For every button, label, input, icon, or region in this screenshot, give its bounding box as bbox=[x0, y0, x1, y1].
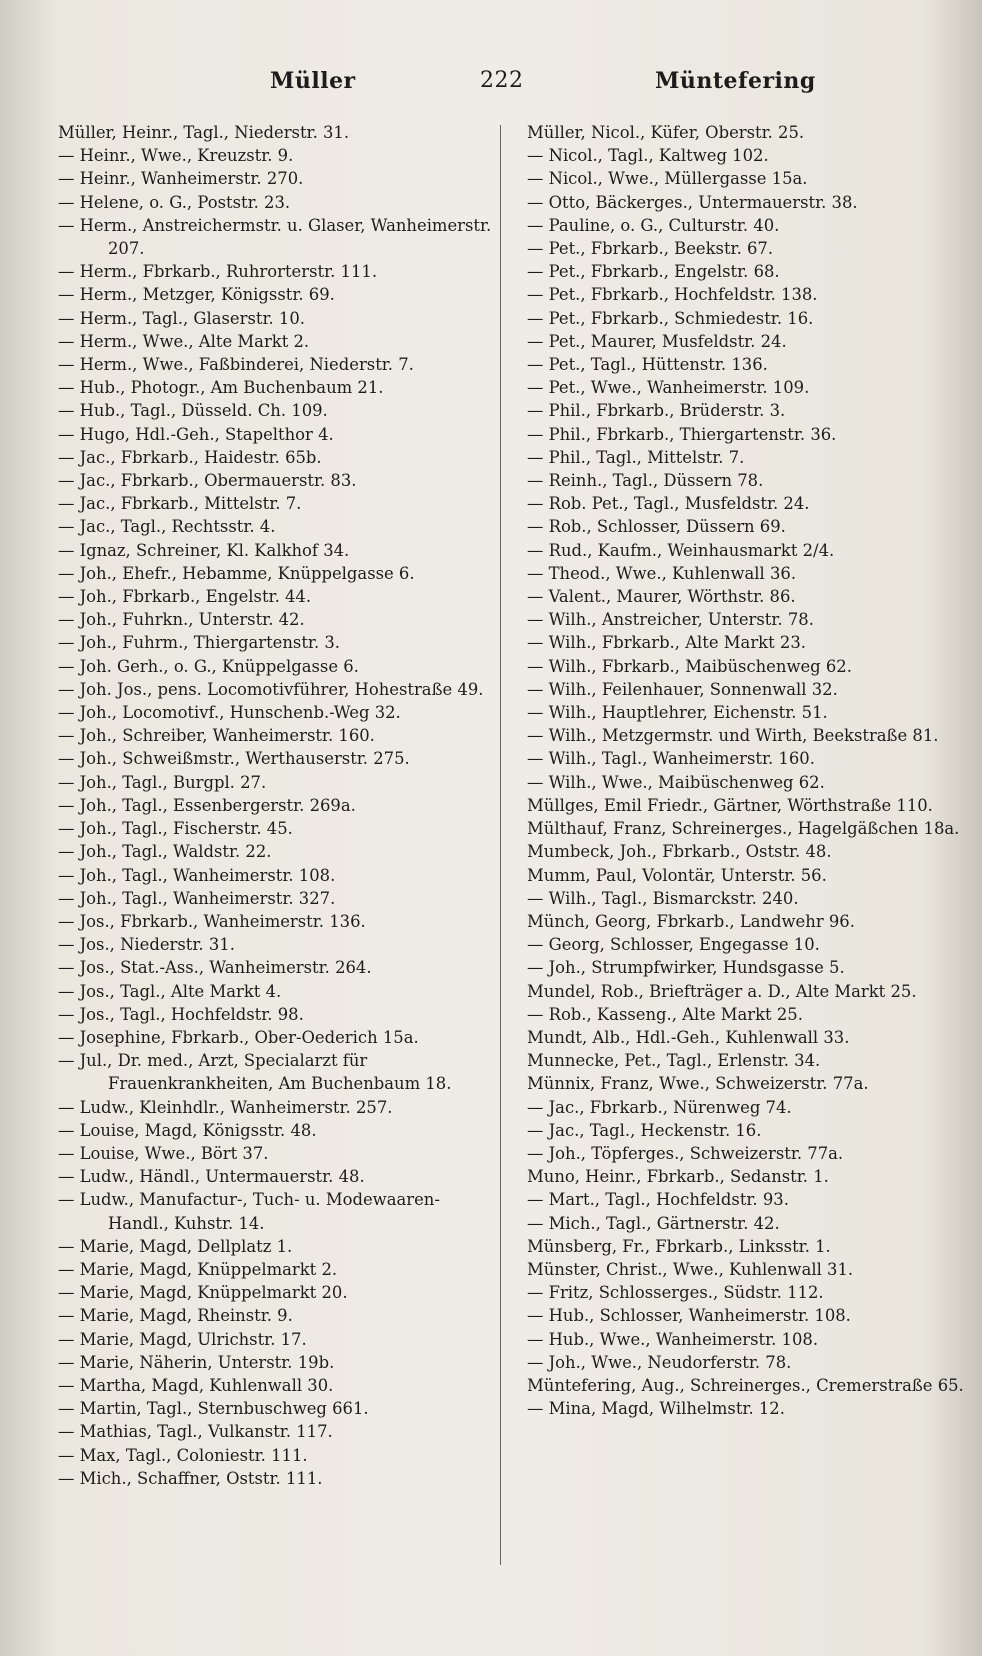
directory-entry: — Wilh., Hauptlehrer, Eichenstr. 51. bbox=[527, 703, 828, 723]
directory-entry: — Herm., Fbrkarb., Ruhrorterstr. 111. bbox=[58, 262, 378, 282]
directory-entry: — Martha, Magd, Kuhlenwall 30. bbox=[58, 1375, 334, 1395]
directory-entry: — Joh., Locomotivf., Hunschenb.-Weg 32. bbox=[58, 703, 401, 723]
directory-entry: — Pet., Fbrkarb., Engelstr. 68. bbox=[527, 262, 780, 282]
directory-entry: — Rob., Schlosser, Düssern 69. bbox=[527, 517, 786, 537]
directory-entry: — Rud., Kaufm., Weinhausmarkt 2/4. bbox=[527, 540, 835, 560]
directory-entry: — Marie, Magd, Rheinstr. 9. bbox=[58, 1306, 293, 1326]
left-column bbox=[58, 121, 496, 1490]
running-head-right: Müntefering bbox=[655, 68, 816, 94]
directory-entry: — Helene, o. G., Poststr. 23. bbox=[58, 192, 291, 212]
directory-entry: — Heinr., Wwe., Kreuzstr. 9. bbox=[58, 146, 294, 166]
directory-entry: — Herm., Tagl., Glaserstr. 10. bbox=[58, 308, 305, 328]
directory-entry: — Joh., Ehefr., Hebamme, Knüppelgasse 6. bbox=[58, 563, 415, 583]
directory-entry: — Pet., Fbrkarb., Beekstr. 67. bbox=[527, 239, 774, 259]
directory-entry: — Jac., Tagl., Heckenstr. 16. bbox=[527, 1120, 762, 1140]
directory-entry: — Louise, Magd, Königsstr. 48. bbox=[58, 1120, 317, 1140]
directory-entry: — Reinh., Tagl., Düssern 78. bbox=[527, 471, 764, 491]
directory-entry: Muno, Heinr., Fbrkarb., Sedanstr. 1. bbox=[527, 1167, 829, 1187]
directory-entry: — Joh., Töpferges., Schweizerstr. 77a. bbox=[527, 1143, 844, 1163]
directory-entry: — Josephine, Fbrkarb., Ober-Oederich 15a. bbox=[58, 1027, 419, 1047]
directory-entry: — Phil., Fbrkarb., Brüderstr. 3. bbox=[527, 401, 786, 421]
directory-entry: — Joh., Tagl., Wanheimerstr. 108. bbox=[58, 865, 336, 885]
directory-entry: — Mathias, Tagl., Vulkanstr. 117. bbox=[58, 1422, 333, 1442]
directory-entry: — Joh., Schweißmstr., Werthauserstr. 275. bbox=[58, 749, 410, 769]
page-number: 222 bbox=[480, 68, 524, 93]
directory-entry: — Herm., Anstreichermstr. u. Glaser, Wanheimerstr. 207. bbox=[58, 215, 492, 259]
directory-entry: Müntefering, Aug., Schreinerges., Cremerstraße 65. bbox=[527, 1375, 964, 1395]
directory-entry: — Jac., Fbrkarb., Obermauerstr. 83. bbox=[58, 471, 357, 491]
directory-entry: — Rob. Pet., Tagl., Musfeldstr. 24. bbox=[527, 494, 810, 514]
directory-entry: Müller, Nicol., Küfer, Oberstr. 25. bbox=[527, 123, 805, 142]
directory-entry: — Marie, Näherin, Unterstr. 19b. bbox=[58, 1352, 335, 1372]
directory-entry: — Wilh., Fbrkarb., Alte Markt 23. bbox=[527, 633, 806, 653]
directory-entry: — Marie, Magd, Ulrichstr. 17. bbox=[58, 1329, 307, 1349]
directory-entry: — Martin, Tagl., Sternbuschweg 661. bbox=[58, 1399, 369, 1419]
directory-entry: — Pet., Maurer, Musfeldstr. 24. bbox=[527, 331, 787, 351]
directory-entry: — Valent., Maurer, Wörthstr. 86. bbox=[527, 587, 796, 607]
directory-entry: — Joh., Tagl., Burgpl. 27. bbox=[58, 772, 267, 792]
directory-entry: — Herm., Metzger, Königsstr. 69. bbox=[58, 285, 335, 305]
directory-entry: Mumbeck, Joh., Fbrkarb., Oststr. 48. bbox=[527, 842, 832, 862]
directory-entry: — Ignaz, Schreiner, Kl. Kalkhof 34. bbox=[58, 540, 350, 560]
directory-entry: — Jul., Dr. med., Arzt, Specialarzt für Frauenkrankheiten, Am Buchenbaum 18. bbox=[58, 1051, 452, 1094]
directory-entry: Munnecke, Pet., Tagl., Erlenstr. 34. bbox=[527, 1051, 821, 1071]
directory-entry: — Joh., Tagl., Wanheimerstr. 327. bbox=[58, 888, 336, 908]
directory-entry: — Joh., Tagl., Essenbergerstr. 269a. bbox=[58, 795, 356, 815]
directory-entry: — Georg, Schlosser, Engegasse 10. bbox=[527, 935, 820, 955]
directory-entry: — Theod., Wwe., Kuhlenwall 36. bbox=[527, 563, 797, 583]
directory-entry: — Marie, Magd, Dellplatz 1. bbox=[58, 1236, 293, 1256]
directory-entry: — Joh., Fuhrkn., Unterstr. 42. bbox=[58, 610, 305, 630]
directory-entry: — Louise, Wwe., Bört 37. bbox=[58, 1143, 269, 1163]
directory-entry: — Jac., Fbrkarb., Nürenweg 74. bbox=[527, 1097, 792, 1117]
directory-entry: — Joh., Fuhrm., Thiergartenstr. 3. bbox=[58, 633, 341, 653]
directory-entry: — Jac., Fbrkarb., Mittelstr. 7. bbox=[58, 494, 302, 514]
directory-entry: — Mich., Tagl., Gärtnerstr. 42. bbox=[527, 1213, 780, 1233]
directory-entry: — Wilh., Anstreicher, Unterstr. 78. bbox=[527, 610, 814, 630]
directory-entry: — Pet., Tagl., Hüttenstr. 136. bbox=[527, 355, 768, 375]
directory-entry: — Hub., Wwe., Wanheimerstr. 108. bbox=[527, 1329, 819, 1349]
directory-entry: — Joh., Schreiber, Wanheimerstr. 160. bbox=[58, 726, 375, 746]
directory-entry: — Phil., Tagl., Mittelstr. 7. bbox=[527, 447, 745, 467]
directory-entry: Mundel, Rob., Briefträger a. D., Alte Markt 25. bbox=[527, 981, 917, 1001]
directory-entry: — Pet., Wwe., Wanheimerstr. 109. bbox=[527, 378, 810, 398]
directory-entry: Müller, Heinr., Tagl., Niederstr. 31. bbox=[58, 123, 350, 142]
directory-entry: — Herm., Wwe., Alte Markt 2. bbox=[58, 331, 310, 351]
directory-entry: — Ludw., Manufactur-, Tuch- u. Modewaaren-Handl., Kuhstr. 14. bbox=[58, 1190, 440, 1233]
directory-entry: — Jac., Fbrkarb., Haidestr. 65b. bbox=[58, 447, 322, 467]
directory-entry: — Wilh., Wwe., Maibüschenweg 62. bbox=[527, 772, 825, 792]
directory-entry: — Max, Tagl., Coloniestr. 111. bbox=[58, 1445, 308, 1465]
directory-entry: — Wilh., Tagl., Wanheimerstr. 160. bbox=[527, 749, 815, 769]
directory-entry: — Fritz, Schlosserges., Südstr. 112. bbox=[527, 1283, 824, 1303]
directory-entry: — Joh., Fbrkarb., Engelstr. 44. bbox=[58, 587, 312, 607]
directory-entry: — Hub., Schlosser, Wanheimerstr. 108. bbox=[527, 1306, 851, 1326]
directory-entry: — Heinr., Wanheimerstr. 270. bbox=[58, 169, 304, 189]
directory-entry: — Mart., Tagl., Hochfeldstr. 93. bbox=[527, 1190, 789, 1210]
directory-entry: — Wilh., Fbrkarb., Maibüschenweg 62. bbox=[527, 656, 852, 676]
directory-entry: — Wilh., Feilenhauer, Sonnenwall 32. bbox=[527, 679, 838, 699]
directory-entry: — Otto, Bäckerges., Untermauerstr. 38. bbox=[527, 192, 858, 212]
directory-entry: Münnix, Franz, Wwe., Schweizerstr. 77a. bbox=[527, 1074, 869, 1094]
directory-entry: — Nicol., Tagl., Kaltweg 102. bbox=[527, 146, 769, 166]
directory-entry: — Marie, Magd, Knüppelmarkt 20. bbox=[58, 1283, 348, 1303]
directory-entry: — Jac., Tagl., Rechtsstr. 4. bbox=[58, 517, 276, 537]
directory-entry: — Rob., Kasseng., Alte Markt 25. bbox=[527, 1004, 803, 1024]
directory-entry: Münsberg, Fr., Fbrkarb., Linksstr. 1. bbox=[527, 1236, 831, 1256]
directory-entry: — Pet., Fbrkarb., Hochfeldstr. 138. bbox=[527, 285, 818, 305]
directory-entry: Mundt, Alb., Hdl.-Geh., Kuhlenwall 33. bbox=[527, 1027, 850, 1047]
directory-entry: — Jos., Niederstr. 31. bbox=[58, 935, 235, 955]
directory-entry: — Joh., Tagl., Waldstr. 22. bbox=[58, 842, 272, 862]
directory-entry: — Jos., Tagl., Hochfeldstr. 98. bbox=[58, 1004, 304, 1024]
directory-entry: — Mina, Magd, Wilhelmstr. 12. bbox=[527, 1399, 785, 1419]
directory-entry: — Mich., Schaffner, Oststr. 111. bbox=[58, 1468, 323, 1488]
directory-entry: — Ludw., Kleinhdlr., Wanheimerstr. 257. bbox=[58, 1097, 393, 1117]
directory-entry: — Hub., Tagl., Düsseld. Ch. 109. bbox=[58, 401, 328, 421]
directory-entry: — Pauline, o. G., Culturstr. 40. bbox=[527, 215, 780, 235]
column-divider bbox=[500, 125, 501, 1565]
directory-entry: — Jos., Tagl., Alte Markt 4. bbox=[58, 981, 282, 1001]
directory-entry: — Herm., Wwe., Faßbinderei, Niederstr. 7. bbox=[58, 355, 414, 375]
directory-entry: — Phil., Fbrkarb., Thiergartenstr. 36. bbox=[527, 424, 837, 444]
directory-entry: Mülthauf, Franz, Schreinerges., Hagelgäßchen 18a. bbox=[527, 819, 960, 839]
directory-entry: — Joh. Gerh., o. G., Knüppelgasse 6. bbox=[58, 656, 359, 676]
directory-entry: — Joh., Wwe., Neudorferstr. 78. bbox=[527, 1352, 792, 1372]
directory-entry: — Pet., Fbrkarb., Schmiedestr. 16. bbox=[527, 308, 814, 328]
directory-entry: — Joh., Strumpfwirker, Hundsgasse 5. bbox=[527, 958, 845, 978]
directory-entry: — Wilh., Metzgermstr. und Wirth, Beekstraße 81. bbox=[527, 726, 939, 746]
directory-entry: — Jos., Fbrkarb., Wanheimerstr. 136. bbox=[58, 911, 366, 931]
directory-entry: — Jos., Stat.-Ass., Wanheimerstr. 264. bbox=[58, 958, 372, 978]
running-head-left: Müller bbox=[270, 68, 356, 94]
directory-entry: Mumm, Paul, Volontär, Unterstr. 56. bbox=[527, 865, 827, 885]
directory-entry: — Joh., Tagl., Fischerstr. 45. bbox=[58, 819, 293, 839]
directory-entry: Münster, Christ., Wwe., Kuhlenwall 31. bbox=[527, 1259, 854, 1279]
directory-entry: — Ludw., Händl., Untermauerstr. 48. bbox=[58, 1167, 365, 1187]
directory-entry: — Marie, Magd, Knüppelmarkt 2. bbox=[58, 1259, 338, 1279]
directory-entry: — Wilh., Tagl., Bismarckstr. 240. bbox=[527, 888, 799, 908]
directory-entry: — Joh. Jos., pens. Locomotivführer, Hohestraße 49. bbox=[58, 679, 484, 699]
directory-entry: Müllges, Emil Friedr., Gärtner, Wörthstraße 110. bbox=[527, 795, 933, 815]
directory-entry: — Hugo, Hdl.-Geh., Stapelthor 4. bbox=[58, 424, 334, 444]
directory-entry: — Hub., Photogr., Am Buchenbaum 21. bbox=[58, 378, 384, 398]
directory-entry: Münch, Georg, Fbrkarb., Landwehr 96. bbox=[527, 911, 855, 931]
directory-entry: — Nicol., Wwe., Müllergasse 15a. bbox=[527, 169, 808, 189]
right-column bbox=[527, 121, 967, 1420]
